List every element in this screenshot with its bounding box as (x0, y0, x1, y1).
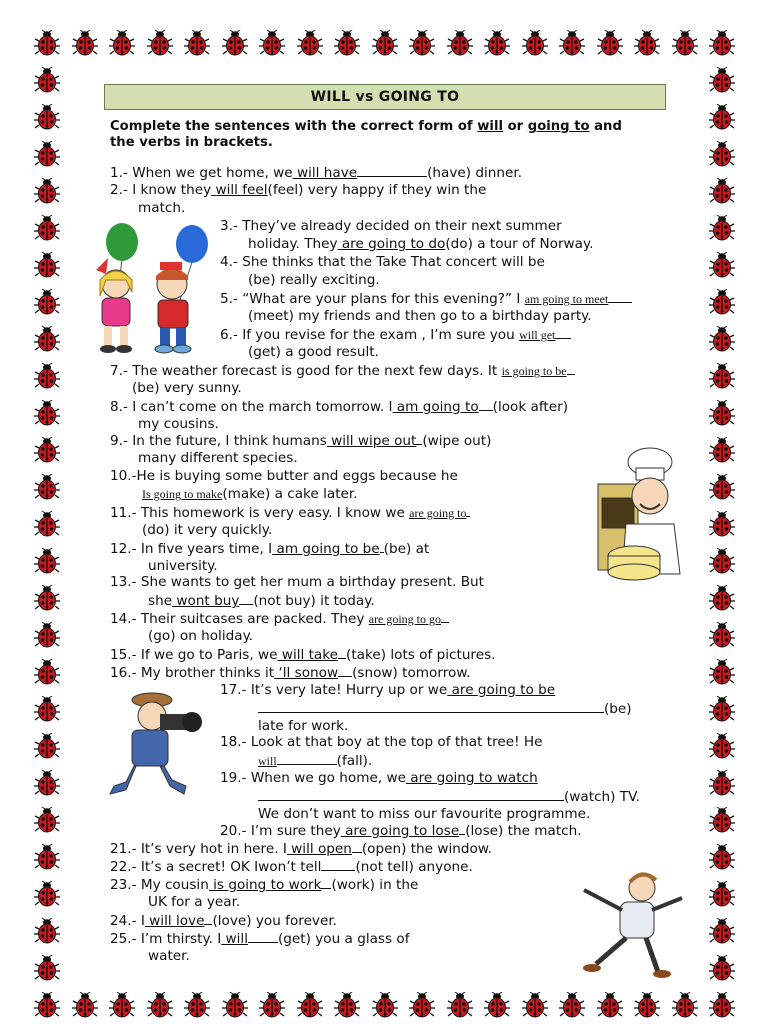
answer-text[interactable]: will get (519, 328, 556, 342)
ladybug-icon (447, 992, 473, 1018)
ladybug-icon (634, 992, 660, 1018)
exercise-line (148, 894, 240, 911)
exercise-line (220, 254, 545, 271)
ladybug-icon (709, 400, 735, 426)
sentence-text: 15.- If we go to Paris, we (110, 647, 278, 663)
ladybug-icon (109, 30, 135, 56)
ladybug-icon (34, 141, 60, 167)
ladybug-icon (72, 992, 98, 1018)
sentence-text: 19.- When we go home, we (220, 770, 406, 786)
ladybug-icon (409, 992, 435, 1018)
answer-blank-tail (608, 290, 632, 303)
ladybug-icon (259, 992, 285, 1018)
verb-prompt: (open) the window. (361, 841, 493, 857)
verb-prompt: (fall). (336, 753, 373, 769)
ladybug-icon (709, 437, 735, 463)
sentence-text: 23.- My cousin (110, 877, 209, 893)
verb-prompt: (have) dinner. (427, 165, 523, 181)
ladybug-icon (334, 992, 360, 1018)
ladybug-icon (709, 622, 735, 648)
answer-text[interactable]: are going to watch (405, 770, 538, 786)
verb-prompt: (wipe out) (422, 433, 492, 449)
exercise-line (148, 558, 218, 575)
sentence-text: (get) a good result. (248, 344, 379, 360)
sentence-text: 25.- I’m thirsty. I (110, 931, 222, 947)
kids-with-balloons-illustration (86, 222, 216, 358)
answer-blank-tail (352, 840, 362, 853)
sentence-text: 13.- She wants to get her mum a birthday present. But (110, 574, 484, 590)
exercise-line (142, 486, 358, 503)
chef-with-cake-illustration (596, 444, 692, 584)
sentence-text: 20.- I’m sure they (220, 823, 341, 839)
ladybug-icon (34, 511, 60, 537)
answer-blank-tail (466, 504, 470, 517)
answer-blank[interactable] (258, 700, 604, 713)
sentence-text: (meet) my friends and then go to a birthday party. (248, 308, 592, 324)
ladybug-icon (597, 992, 623, 1018)
verb-prompt: (do) a tour of Norway. (445, 236, 594, 252)
verb-prompt: (love) you forever. (212, 913, 338, 929)
ladybug-icon (34, 807, 60, 833)
sentence-text: match. (138, 200, 186, 216)
sentence-text: 4.- She thinks that the Take That concert will be (220, 254, 545, 270)
ladybug-icon (34, 363, 60, 389)
answer-text[interactable]: are going to lose (340, 823, 460, 839)
exercise-line (220, 326, 571, 344)
answer-text[interactable]: ‘ll sonow (274, 665, 339, 681)
sentence-text: (go) on holiday. (148, 628, 253, 644)
answer-blank-tail (567, 362, 575, 375)
exercise-line (110, 164, 522, 182)
instructions-or: or (503, 119, 528, 134)
ladybug-icon (597, 30, 623, 56)
sentence-text: water. (148, 948, 190, 964)
verb-prompt: (lose) the match. (465, 823, 582, 839)
running-man-illustration (566, 868, 690, 978)
exercise-line (110, 398, 568, 416)
sentence-text: 8.- I can’t come on the march tomorrow. I (110, 399, 393, 415)
ladybug-icon (109, 992, 135, 1018)
ladybug-icon (34, 548, 60, 574)
sentence-text: 12.- In five years time, I (110, 541, 273, 557)
ladybug-icon (34, 437, 60, 463)
sentence-text: (be) very sunny. (132, 380, 242, 396)
exercise-line (110, 540, 429, 558)
answer-blank-tail (277, 752, 337, 765)
ladybug-icon (34, 289, 60, 315)
answer-text[interactable]: will (258, 754, 277, 768)
ladybug-icon (709, 807, 735, 833)
exercise-line (148, 628, 253, 645)
ladybug-icon (34, 992, 60, 1018)
sentence-text: 9.- In the future, I think humans (110, 433, 327, 449)
answer-text[interactable]: are going to go (368, 612, 442, 626)
ladybug-icon (634, 30, 660, 56)
ladybug-icon (484, 30, 510, 56)
sentence-text: 6.- If you revise for the exam , I’m sure you (220, 327, 520, 343)
exercise-line (110, 930, 410, 948)
sentence-text: 16.- My brother thinks it (110, 665, 275, 681)
ladybug-icon (372, 992, 398, 1018)
ladybug-icon (147, 30, 173, 56)
ladybug-icon (34, 474, 60, 500)
instructions-going-to: going to (527, 119, 590, 134)
verb-prompt: (take) lots of pictures. (346, 647, 496, 663)
exercise-line (220, 822, 582, 840)
exercise-line (258, 752, 372, 770)
exercise-line (248, 308, 592, 325)
ladybug-icon (409, 30, 435, 56)
ladybug-icon (709, 215, 735, 241)
exercise-line (110, 840, 492, 858)
worksheet-title: WILL vs GOING TO (104, 84, 666, 110)
ladybug-icon (34, 30, 60, 56)
ladybug-icon (34, 659, 60, 685)
sentence-text: 11.- This homework is very easy. I know we (110, 505, 410, 521)
answer-text[interactable]: will open (286, 841, 352, 857)
answer-blank-tail (357, 164, 427, 177)
answer-text[interactable]: will feel (211, 182, 268, 198)
exercise-line (110, 912, 337, 930)
answer-blank-tail (239, 592, 253, 605)
exercise-line (148, 948, 190, 965)
exercise-line (110, 362, 575, 380)
ladybug-icon (34, 326, 60, 352)
answer-text[interactable]: wont buy (172, 593, 240, 609)
sentence-text: university. (148, 558, 218, 574)
answer-text[interactable]: Is going to make (142, 487, 223, 501)
answer-text[interactable]: is going to work (208, 877, 322, 893)
sentence-text: 2.- I know they (110, 182, 212, 198)
ladybug-icon (447, 30, 473, 56)
exercise-line (110, 574, 484, 591)
answer-text[interactable]: am going to (392, 399, 479, 415)
exercise-line (220, 290, 632, 308)
exercise-line (110, 182, 486, 199)
verb-prompt: (watch) TV. (564, 789, 640, 805)
verb-prompt: (look after) (492, 399, 569, 415)
ladybug-icon (222, 992, 248, 1018)
ladybug-icon (709, 474, 735, 500)
ladybug-icon (34, 215, 60, 241)
ladybug-icon (297, 992, 323, 1018)
instructions-text-3: the verbs in brackets. (110, 135, 273, 150)
ladybug-icon (34, 252, 60, 278)
ladybug-icon (709, 67, 735, 93)
ladybug-icon (709, 326, 735, 352)
exercise-line (138, 450, 298, 467)
instructions (110, 119, 670, 151)
ladybug-icon (72, 30, 98, 56)
sentence-text: 7.- The weather forecast is good for the next few days. It (110, 363, 502, 379)
ladybug-icon (672, 992, 698, 1018)
exercise-line (220, 734, 543, 751)
exercise-line (258, 788, 640, 806)
sentence-text: (be) really exciting. (248, 272, 380, 288)
answer-blank-tail (441, 610, 449, 623)
answer-text[interactable]: will love (144, 913, 205, 929)
instructions-text-1: Complete the sentences with the correct form of (110, 119, 478, 134)
ladybug-icon (147, 992, 173, 1018)
ladybug-icon (709, 696, 735, 722)
exercise-line (132, 380, 242, 397)
verb-prompt: (be) at (383, 541, 430, 557)
exercise-line (248, 272, 380, 289)
ladybug-icon (522, 992, 548, 1018)
verb-prompt: (get) you a glass of (278, 931, 410, 947)
verb-prompt: (not buy) it today. (253, 593, 375, 609)
exercise-line (110, 468, 458, 485)
answer-text[interactable]: are going to be (447, 682, 556, 698)
answer-blank-tail (248, 930, 278, 943)
ladybug-icon (34, 585, 60, 611)
ladybug-icon (709, 104, 735, 130)
answer-text[interactable]: are going to do (337, 236, 446, 252)
exercise-line (110, 858, 473, 876)
answer-text[interactable]: am going to meet (524, 292, 609, 306)
exercise-line (258, 718, 348, 735)
verb-prompt: (feel) very happy if they win the (267, 182, 487, 198)
answer-text[interactable]: is going to be (501, 364, 567, 378)
ladybug-icon (34, 622, 60, 648)
exercise-line (220, 682, 555, 699)
answer-text[interactable]: will take (277, 647, 339, 663)
ladybug-icon (709, 30, 735, 56)
sentence-text: many different species. (138, 450, 298, 466)
ladybug-icon (34, 918, 60, 944)
answer-blank-tail (479, 398, 493, 411)
sentence-text: 17.- It’s very late! Hurry up or we (220, 682, 448, 698)
ladybug-icon (709, 733, 735, 759)
answer-text[interactable]: will (221, 931, 248, 947)
exercise-line (148, 592, 375, 610)
verb-prompt: (make) a cake later. (222, 486, 358, 502)
ladybug-icon (709, 918, 735, 944)
ladybug-icon (709, 659, 735, 685)
ladybug-icon (559, 30, 585, 56)
answer-blank-tail (338, 646, 346, 659)
verb-prompt: (be) (604, 701, 632, 717)
sentence-text: my cousins. (138, 416, 219, 432)
ladybug-icon (334, 30, 360, 56)
answer-blank-tail (338, 664, 352, 677)
answer-text[interactable]: will have (292, 165, 358, 181)
ladybug-icon (34, 104, 60, 130)
answer-text[interactable]: will wipe out (326, 433, 417, 449)
sentence-text: (do) it very quickly. (142, 522, 273, 538)
sentence-text: 5.- “What are your plans for this evening?” I (220, 291, 525, 307)
ladybug-icon (34, 844, 60, 870)
sentence-text: 24.- I (110, 913, 145, 929)
ladybug-icon (34, 178, 60, 204)
ladybug-icon (222, 30, 248, 56)
sentence-text: 3.- They’ve already decided on their next summer (220, 218, 562, 234)
ladybug-icon (709, 289, 735, 315)
exercise-line (248, 236, 593, 253)
ladybug-icon (709, 511, 735, 537)
exercise-line (110, 646, 496, 664)
ladybug-icon (484, 992, 510, 1018)
ladybug-icon (34, 733, 60, 759)
exercise-line (110, 876, 418, 894)
ladybug-icon (34, 400, 60, 426)
ladybug-icon (709, 955, 735, 981)
exercise-line (110, 504, 470, 522)
verb-prompt: (not tell) anyone. (355, 859, 473, 875)
ladybug-icon (709, 770, 735, 796)
sentence-text: 21.- It’s very hot in here. I (110, 841, 287, 857)
exercise-line (138, 416, 219, 433)
ladybug-icon (34, 955, 60, 981)
answer-blank[interactable] (321, 858, 355, 871)
sentence-text: We don’t want to miss our favourite programme. (258, 806, 591, 822)
sentence-text: 14.- Their suitcases are packed. They (110, 611, 369, 627)
answer-text[interactable]: am going to be (272, 541, 380, 557)
ladybug-icon (709, 178, 735, 204)
sentence-text: 1.- When we get home, we (110, 165, 293, 181)
photographer-illustration (96, 690, 212, 800)
ladybug-icon (709, 585, 735, 611)
exercise-line (248, 344, 379, 361)
sentence-text: UK for a year. (148, 894, 241, 910)
verb-prompt: (snow) tomorrow. (352, 665, 471, 681)
instructions-will: will (477, 119, 503, 134)
ladybug-icon (34, 67, 60, 93)
sentence-text: 18.- Look at that boy at the top of that tree! He (220, 734, 543, 750)
exercise-line (220, 770, 538, 787)
exercise-line (258, 700, 632, 718)
exercise-line (220, 218, 562, 235)
ladybug-icon (522, 30, 548, 56)
ladybug-icon (34, 770, 60, 796)
exercise-line (142, 522, 272, 539)
ladybug-icon (709, 844, 735, 870)
ladybug-icon (184, 992, 210, 1018)
ladybug-icon (184, 30, 210, 56)
exercise-line (258, 806, 590, 823)
sentence-text: she (148, 593, 173, 609)
ladybug-icon (372, 30, 398, 56)
exercise-line (110, 664, 471, 682)
ladybug-icon (709, 363, 735, 389)
ladybug-icon (709, 992, 735, 1018)
answer-blank[interactable] (258, 788, 564, 801)
sentence-text: 22.- It’s a secret! OK Iwon’t tell (110, 859, 322, 875)
sentence-text: 10.-He is buying some butter and eggs because he (110, 468, 458, 484)
sentence-text: late for work. (258, 718, 349, 734)
ladybug-icon (259, 30, 285, 56)
answer-text[interactable]: are going to (409, 506, 467, 520)
answer-blank-tail (321, 876, 331, 889)
ladybug-icon (709, 548, 735, 574)
ladybug-icon (709, 252, 735, 278)
sentence-text: holiday. They (248, 236, 338, 252)
ladybug-icon (709, 881, 735, 907)
exercise-line (110, 432, 491, 450)
ladybug-icon (672, 30, 698, 56)
exercise-line (110, 610, 449, 628)
answer-blank-tail (555, 326, 571, 339)
ladybug-icon (559, 992, 585, 1018)
exercise-line (138, 200, 185, 217)
instructions-text-2: and (589, 119, 622, 134)
ladybug-icon (34, 881, 60, 907)
ladybug-icon (297, 30, 323, 56)
verb-prompt: (work) in the (331, 877, 419, 893)
ladybug-icon (709, 141, 735, 167)
ladybug-icon (34, 696, 60, 722)
